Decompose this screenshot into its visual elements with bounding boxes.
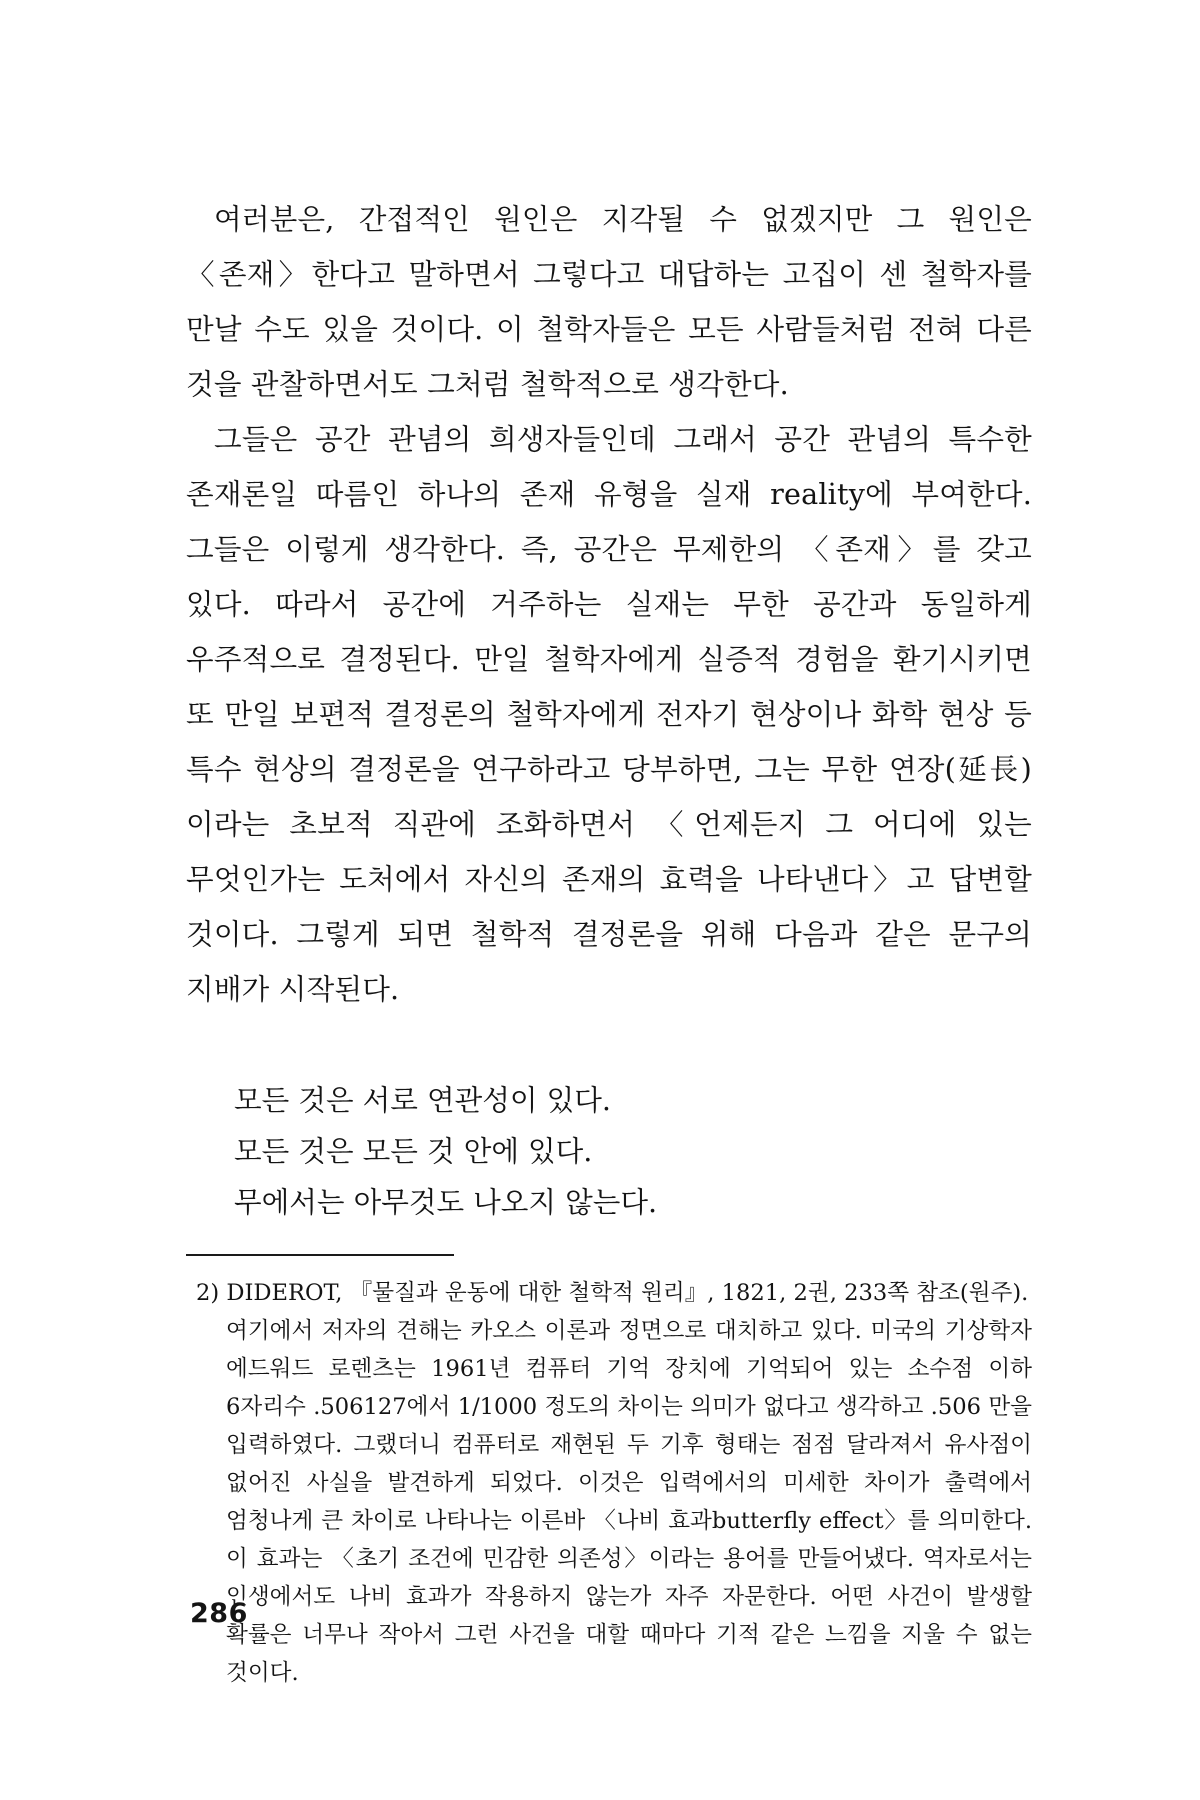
body-paragraph-1: 여러분은, 간접적인 원인은 지각될 수 없겠지만 그 원인은 〈존재〉한다고 말하면서 그렇다고 대답하는 고집이 센 철학자를 만날 수도 있을 것이다. 이 철학자들은 모든 사람들처럼 전혀 다른 것을 관찰하면서도 그처럼 철학적으로 생각한다. <box>186 202 1032 401</box>
maxim-line-1: 모든 것은 서로 연관성이 있다. <box>234 1083 611 1117</box>
maxim-line-3: 무에서는 아무것도 나오지 않는다. <box>234 1185 658 1219</box>
maxim-line-2: 모든 것은 모든 것 안에 있다. <box>234 1134 593 1168</box>
footnote <box>186 1274 1032 1692</box>
quoted-maxims <box>234 1075 1032 1228</box>
footnote-citation: 2) DIDEROT, 『물질과 운동에 대한 철학적 원리』, 1821, 2권, 233쪽 참조(원주). <box>196 1280 1029 1306</box>
footnote-divider <box>186 1254 454 1256</box>
footnote-translator-note: 여기에서 저자의 견해는 카오스 이론과 정면으로 대치하고 있다. 미국의 기상학자 에드워드 로렌츠는 1961년 컴퓨터 기억 장치에 기억되어 있는 소수점 이하 6자리수 .506127에서 1/1000 정도의 차이는 의미가 없다고 생각하고 .506 만을 입력하였다. 그랬더니 컴퓨터로 재현된 두 기후 형태는 점점 달라져서 유사점이 없어진 사실을 발견하게 되었다. 이것은 입력에서의 미세한 차이가 출력에서 엄청나게 큰 차이로 나타나는 이른바 〈나비 효과butterfly effect〉를 의미한다. 이 효과는 〈초기 조건에 민감한 의존성〉이라는 용어를 만들어냈다. 역자로서는 인생에서도 나비 효과가 작용하지 않는가 자주 자문한다. 어떤 사건이 발생할 확률은 너무나 작아서 그런 사건을 대할 때마다 기적 같은 느낌을 지울 수 없는 것이다. <box>226 1318 1032 1686</box>
page-number: 286 <box>190 1598 248 1629</box>
page-content <box>186 192 1032 1692</box>
body-paragraph-2: 그들은 공간 관념의 희생자들인데 그래서 공간 관념의 특수한 존재론일 따름인 하나의 존재 유형을 실재 reality에 부여한다. 그들은 이렇게 생각한다. 즉, 공간은 무제한의 〈존재〉를 갖고 있다. 따라서 공간에 거주하는 실재는 무한 공간과 동일하게 우주적으로 결정된다. 만일 철학자에게 실증적 경험을 환기시키면 또 만일 보편적 결정론의 철학자에게 전자기 현상이나 화학 현상 등 특수 현상의 결정론을 연구하라고 당부하면, 그는 무한 연장(延長)이라는 초보적 직관에 조화하면서 〈언제든지 그 어디에 있는 무엇인가는 도처에서 자신의 존재의 효력을 나타낸다〉고 답변할 것이다. 그렇게 되면 철학적 결정론을 위해 다음과 같은 문구의 지배가 시작된다. <box>186 422 1032 1006</box>
